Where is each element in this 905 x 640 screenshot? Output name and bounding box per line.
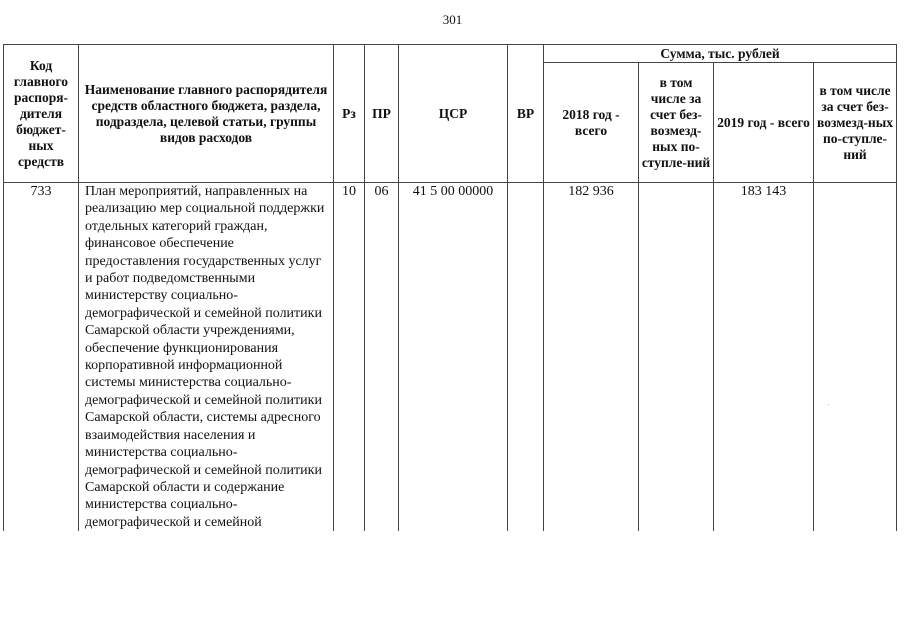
header-rz: Рз [334, 45, 365, 183]
header-2019-total: 2019 год - всего [714, 63, 814, 183]
cell-2018-total: 182 936 [544, 183, 639, 532]
header-vr: ВР [508, 45, 544, 183]
cell-pr: 06 [365, 183, 399, 532]
cell-2019-free [814, 183, 897, 532]
header-sum: Сумма, тыс. рублей [544, 45, 897, 63]
header-pr: ПР [365, 45, 399, 183]
cell-2019-total: 183 143 [714, 183, 814, 532]
header-code: Код главного распоря-дителя бюджет-ных средств [4, 45, 79, 183]
cell-vr [508, 183, 544, 532]
header-2018-total: 2018 год - всего [544, 63, 639, 183]
cell-2018-free [639, 183, 714, 532]
cell-code: 733 [4, 183, 79, 532]
scan-speck [828, 404, 829, 405]
header-2019-free: в том числе за счет без-возмезд-ных по-ступле-ний [814, 63, 897, 183]
header-2018-free: в том числе за счет без-возмезд-ных по-ступле-ний [639, 63, 714, 183]
page-number: 301 [442, 12, 463, 27]
header-csr: ЦСР [399, 45, 508, 183]
cell-name: План мероприятий, направленных на реализацию мер социальной поддержки отдельных категорий граждан, финансовое обеспечение предоставления государственных услуг и работ подведомственными министерству социально-демографической и семейной политики Самарской области учреждениями, обеспечение функционирования корпоративной информационной системы министерства социально-демографической и семейной политики Самарской области, системы адресного взаимодействия населения и министерства социально-демографической и семейной политики Самарской области и содержание министерства социально-демографической и семейной [79, 183, 334, 532]
cell-csr: 41 5 00 00000 [399, 183, 508, 532]
cell-rz: 10 [334, 183, 365, 532]
budget-table [3, 44, 897, 531]
table-row [4, 183, 897, 532]
header-name: Наименование главного распорядителя средств областного бюджета, раздела, подраздела, целевой статьи, группы видов расходов [79, 45, 334, 183]
